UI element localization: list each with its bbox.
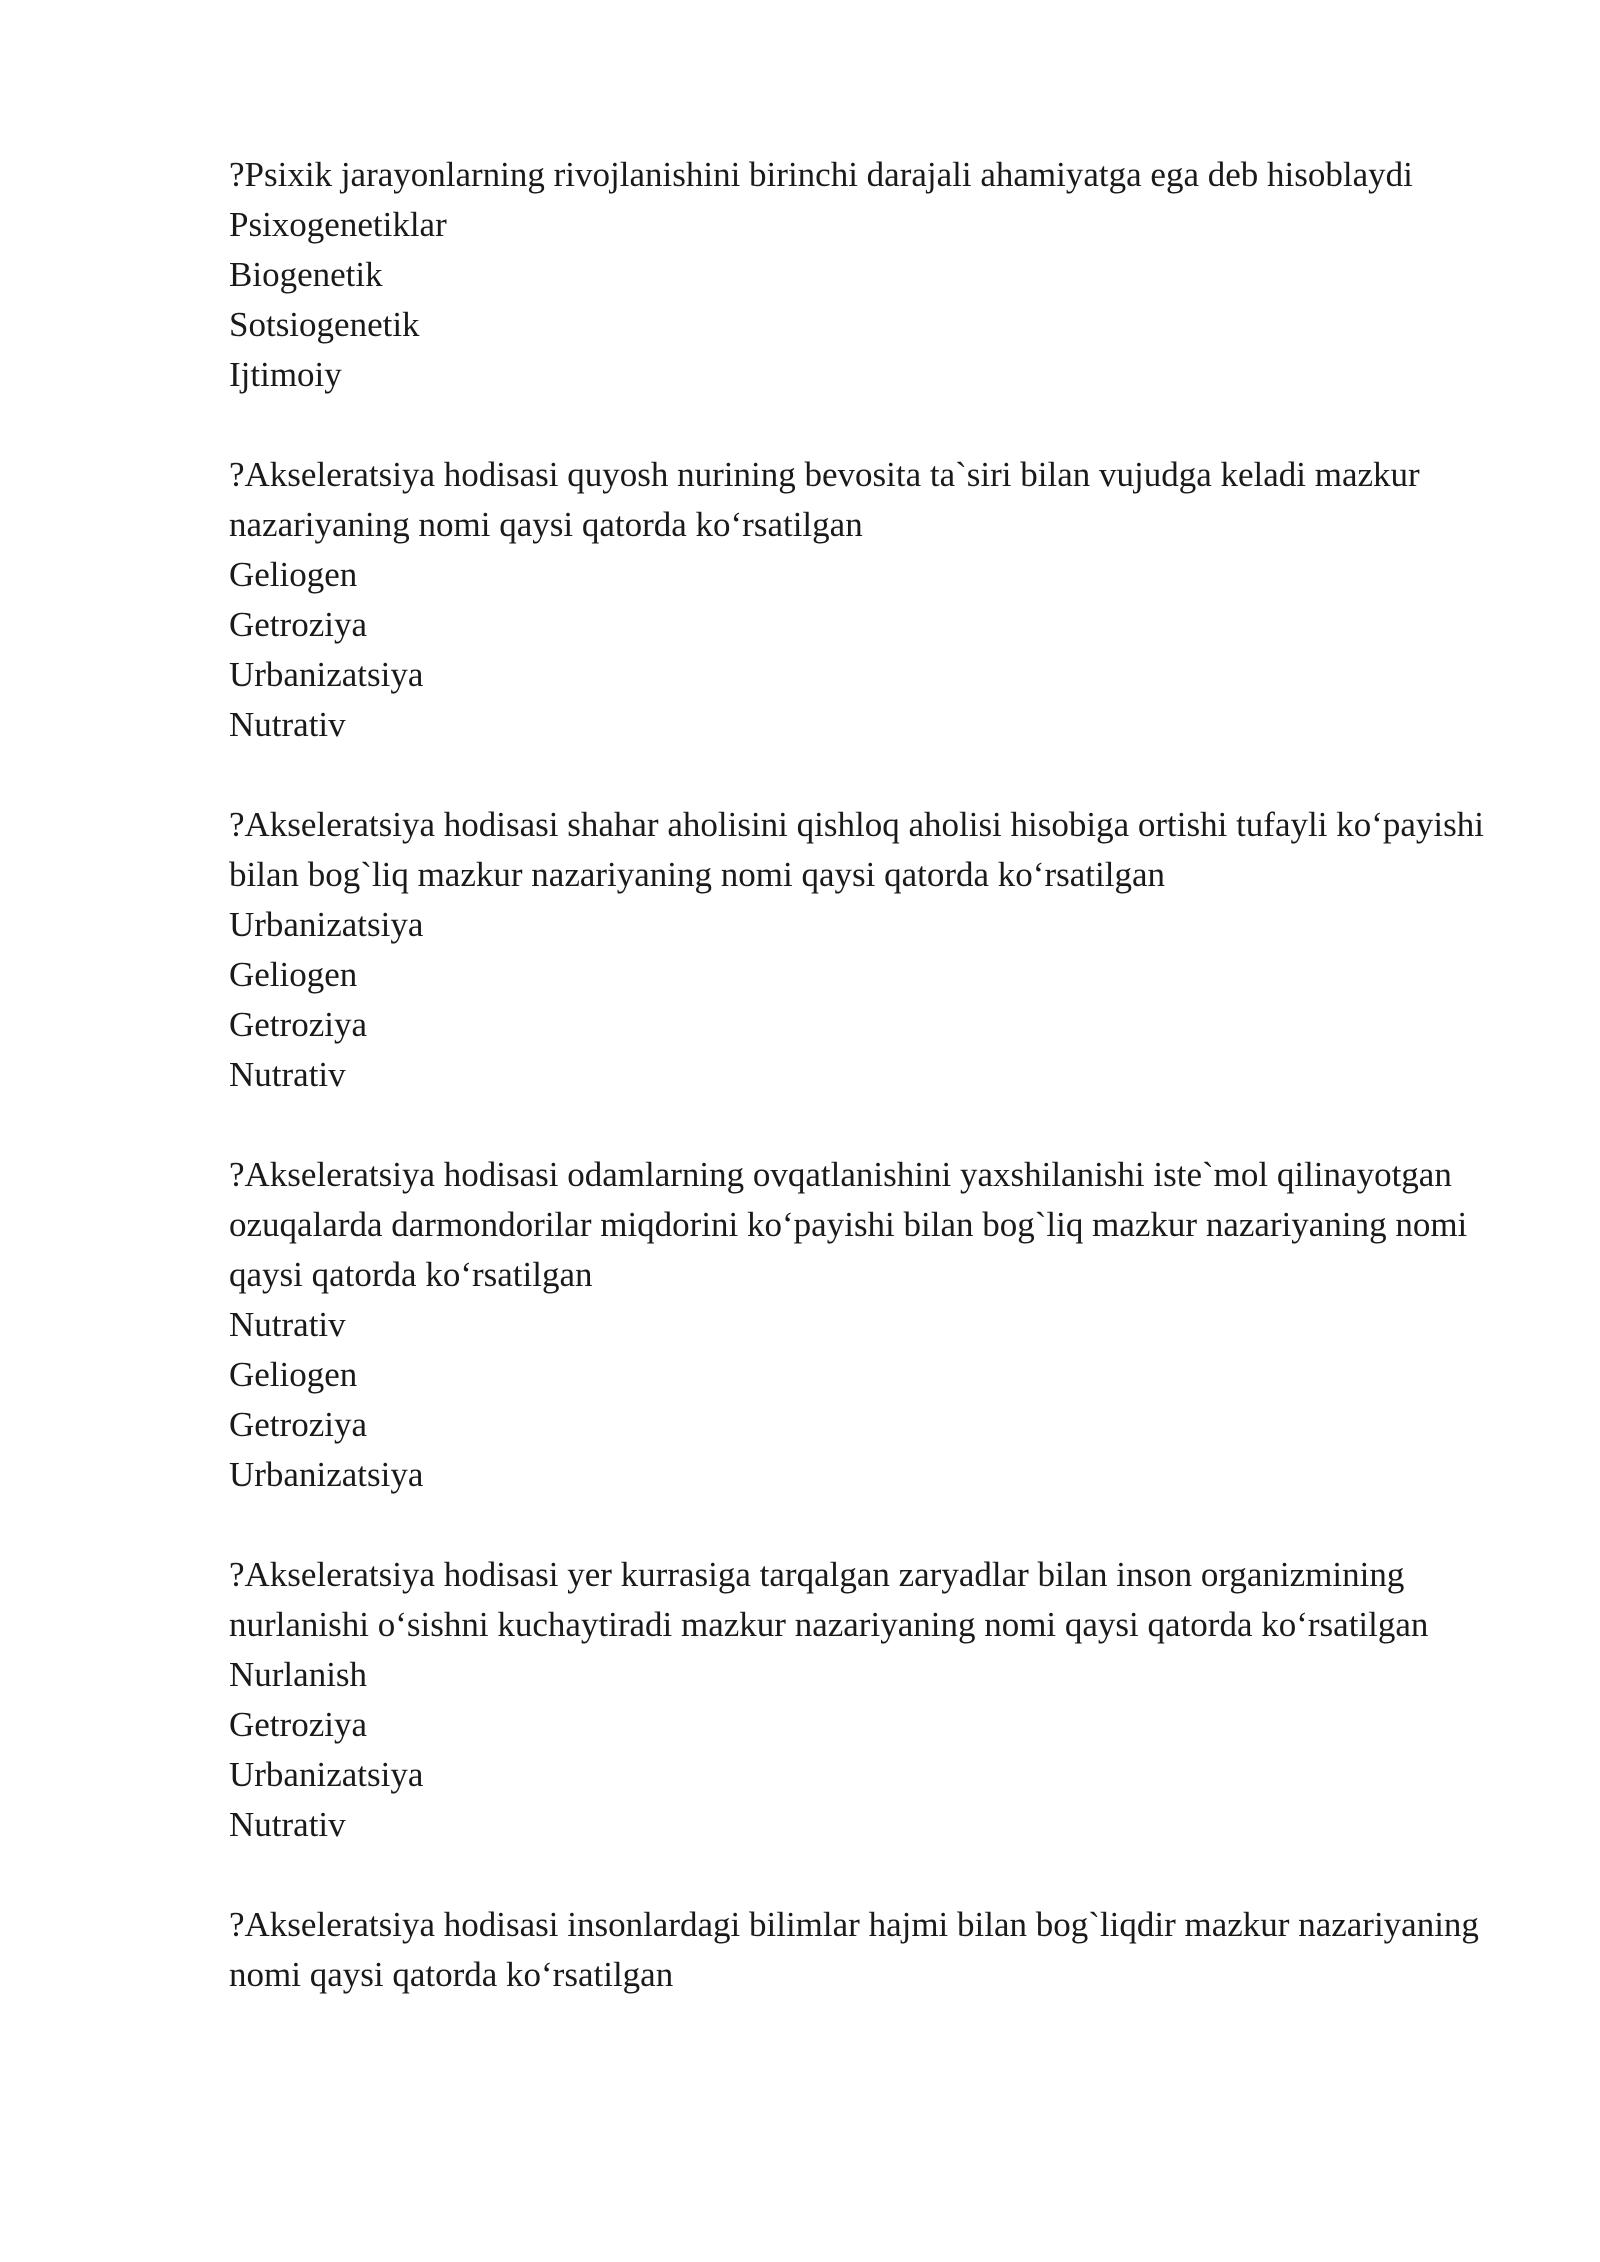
- answer-option: Getroziya: [229, 605, 367, 644]
- question-block-5: [229, 1550, 1489, 1850]
- answer-option: Nurlanish: [229, 1655, 368, 1694]
- answer-option: Geliogen: [229, 955, 358, 994]
- answer-option: Urbanizatsiya: [229, 1455, 424, 1494]
- answer-option: Urbanizatsiya: [229, 1755, 424, 1794]
- question-text: ?Akseleratsiya hodisasi quyosh nurining bevosita ta`siri bilan vujudga keladi mazkur nazariyaning nomi qaysi qatorda ko‘rsatilgan: [229, 455, 1420, 544]
- answer-option: Nutrativ: [229, 705, 346, 744]
- answer-option: Urbanizatsiya: [229, 905, 424, 944]
- answer-option: Ijtimoiy: [229, 355, 342, 394]
- answer-option: Nutrativ: [229, 1305, 346, 1344]
- answer-option: Geliogen: [229, 555, 358, 594]
- answer-option: Geliogen: [229, 1355, 358, 1394]
- document-page: [229, 150, 1489, 2050]
- question-block-6: [229, 1900, 1489, 2000]
- question-block-1: [229, 150, 1489, 400]
- answer-option: Sotsiogenetik: [229, 305, 420, 344]
- answer-option: Biogenetik: [229, 255, 383, 294]
- answer-option: Nutrativ: [229, 1805, 346, 1844]
- question-text: ?Akseleratsiya hodisasi yer kurrasiga tarqalgan zaryadlar bilan inson organizmining nurlanishi o‘sishni kuchaytiradi mazkur nazariyaning nomi qaysi qatorda ko‘rsatilgan: [229, 1555, 1429, 1644]
- answer-option: Getroziya: [229, 1705, 367, 1744]
- question-text: ?Akseleratsiya hodisasi insonlardagi bilimlar hajmi bilan bog`liqdir mazkur nazariyaning nomi qaysi qatorda ko‘rsatilgan: [229, 1905, 1479, 1994]
- question-text: ?Akseleratsiya hodisasi shahar aholisini qishloq aholisi hisobiga ortishi tufayli ko‘payishi bilan bog`liq mazkur nazariyaning nomi qaysi qatorda ko‘rsatilgan: [229, 805, 1484, 894]
- question-text: ?Psixik jarayonlarning rivojlanishini birinchi darajali ahamiyatga ega deb hisoblaydi: [229, 155, 1413, 194]
- question-text: ?Akseleratsiya hodisasi odamlarning ovqatlanishini yaxshilanishi iste`mol qilinayotgan ozuqalarda darmondorilar miqdorini ko‘payishi bilan bog`liq mazkur nazariyaning nomi qaysi qatorda ko‘rsatilgan: [229, 1155, 1468, 1294]
- answer-option: Psixogenetiklar: [229, 205, 447, 244]
- answer-option: Nutrativ: [229, 1055, 346, 1094]
- answer-option: Getroziya: [229, 1405, 367, 1444]
- question-block-2: [229, 450, 1489, 750]
- answer-option: Urbanizatsiya: [229, 655, 424, 694]
- answer-option: Getroziya: [229, 1005, 367, 1044]
- question-block-3: [229, 800, 1489, 1100]
- question-block-4: [229, 1150, 1489, 1500]
